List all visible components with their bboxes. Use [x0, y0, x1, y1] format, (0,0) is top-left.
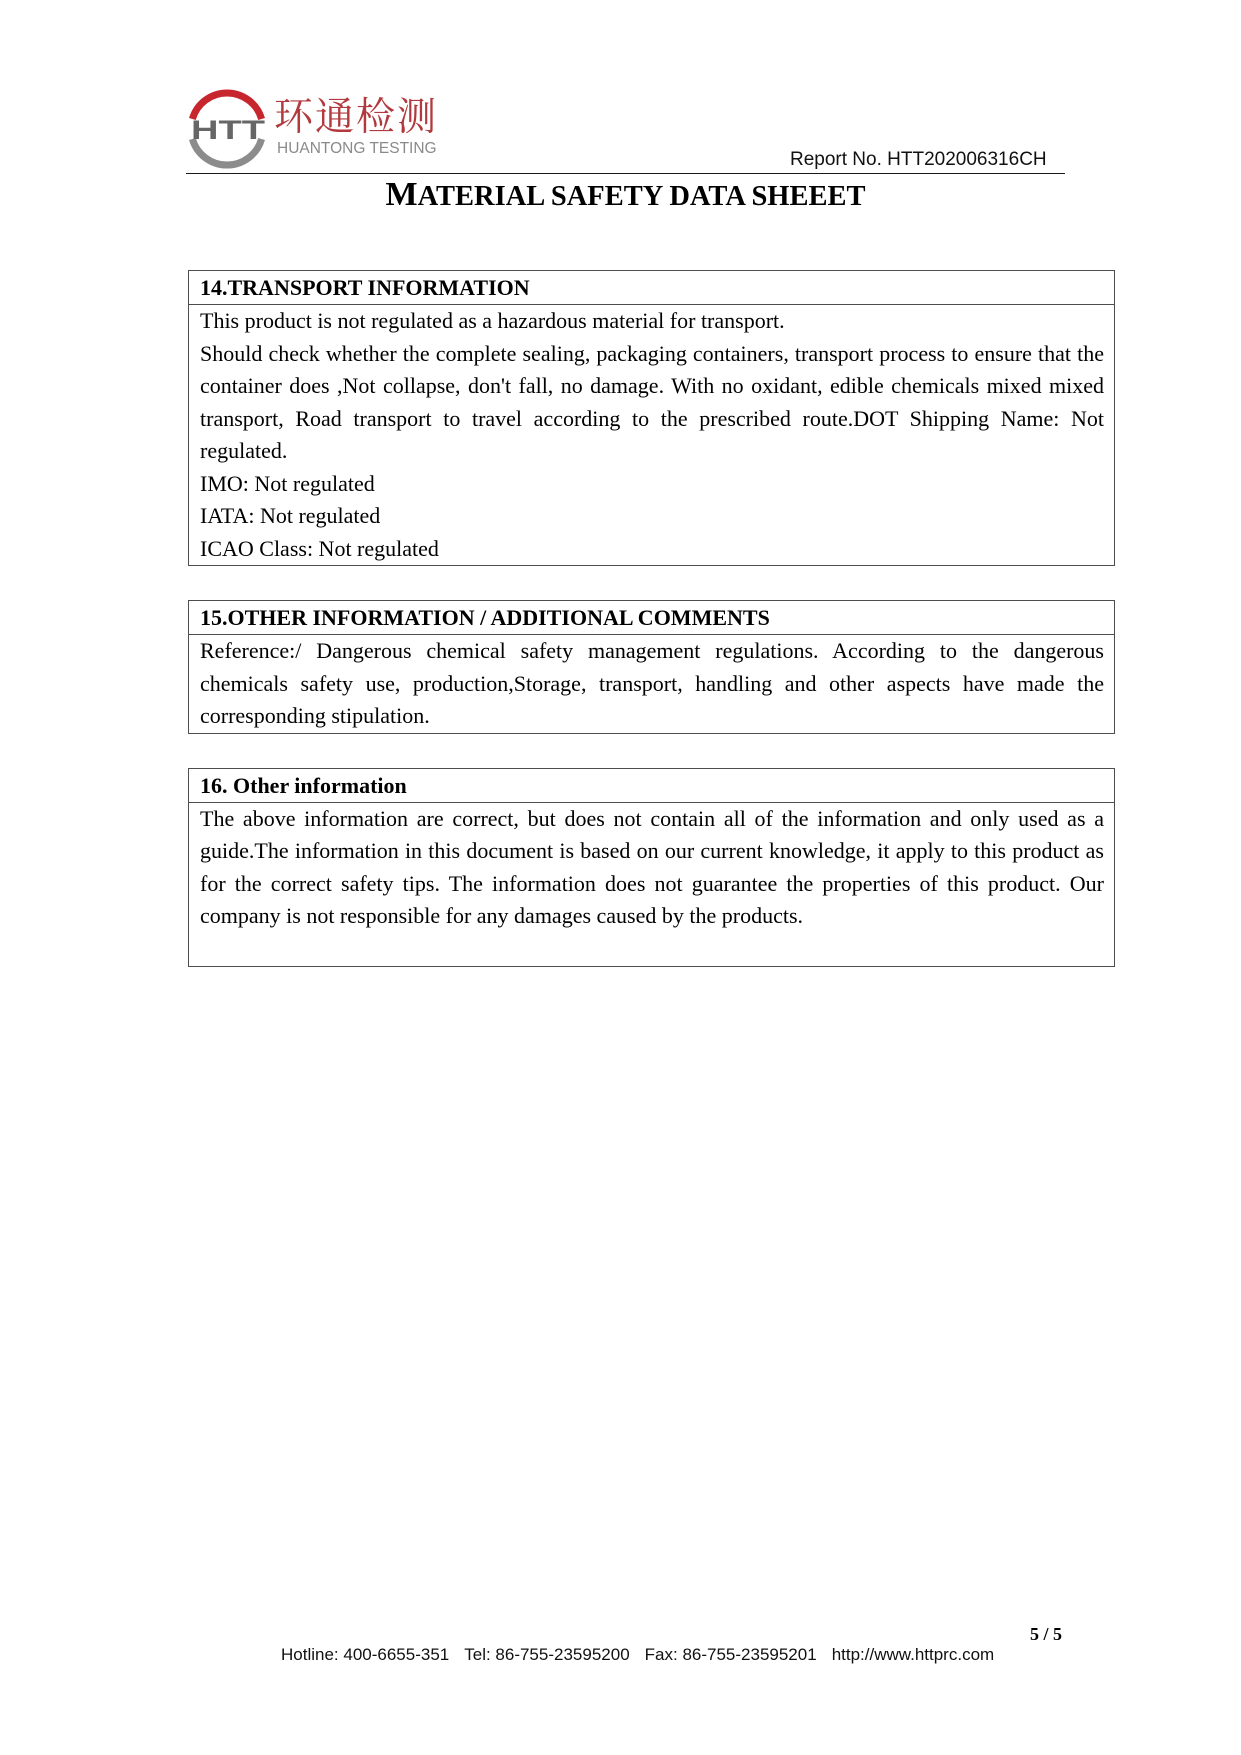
footer-hotline: Hotline: 400-6655-351 [281, 1645, 450, 1664]
body-line: transport, Road transport to travel according to the prescribed route.DOT Shipping Name: Not [200, 405, 1104, 431]
body-line: Should check whether the complete sealing, packaging containers, transport process to ensure that the [200, 340, 1104, 366]
footer-fax: Fax: 86-755-23595201 [644, 1645, 817, 1664]
paragraph [200, 635, 1104, 733]
page-number: 5 / 5 [1029, 1624, 1062, 1644]
sections-container [188, 270, 1115, 1001]
section-body [189, 305, 1114, 565]
body-line: IATA: Not regulated [200, 503, 381, 528]
body-line: ICAO Class: Not regulated [200, 535, 439, 561]
body-line: Reference:/ Dangerous chemical safety management regulations. According to the dangerous [200, 638, 1104, 663]
body-line: regulated. [200, 438, 288, 463]
section-heading: 14.TRANSPORT INFORMATION [189, 271, 1114, 305]
footer-contact-line [281, 1644, 994, 1666]
paragraph [200, 533, 1104, 566]
paragraph [200, 468, 1104, 501]
footer-website: http://www.httprc.com [831, 1645, 995, 1664]
section-body [189, 803, 1114, 966]
logo-name-english: HUANTONG TESTING [277, 140, 437, 157]
body-line: guide.The information in this document is based on our current knowledge, it apply to this product as [200, 838, 1104, 863]
section-other-information-additional-comments [188, 600, 1115, 734]
paragraph [200, 803, 1104, 933]
section-heading: 15.OTHER INFORMATION / ADDITIONAL COMMENTS [189, 601, 1114, 635]
section-transport-information [188, 270, 1115, 566]
body-line: IMO: Not regulated [200, 470, 375, 496]
section-heading: 16. Other information [189, 769, 1114, 803]
body-line: corresponding stipulation. [200, 703, 430, 728]
body-line: chemicals safety use, production,Storage, transport, handling and other aspects have made the [200, 670, 1104, 696]
section-other-information [188, 768, 1115, 967]
report-number: Report No. HTT202006316CH [790, 149, 1047, 170]
body-line: container does ,Not collapse, don't fall, no damage. With no oxidant, edible chemicals mixed mixed [200, 373, 1104, 398]
footer-tel: Tel: 86-755-23595200 [464, 1645, 630, 1664]
logo-mark-text: HTT [191, 115, 266, 145]
body-line: The above information are correct, but does not contain all of the information and only used as a [200, 805, 1104, 831]
section-body [189, 635, 1114, 733]
paragraph [200, 500, 1104, 533]
paragraph [200, 305, 1104, 338]
paragraph [200, 338, 1104, 468]
logo-name-chinese: 环通检测 [274, 95, 439, 140]
body-line: company is not responsible for any damages caused by the products. [200, 903, 804, 928]
header-rule [186, 173, 1065, 174]
body-line: This product is not regulated as a hazardous material for transport. [200, 308, 785, 333]
company-logo-mark [186, 88, 270, 170]
document-title: MATERIAL SAFETY DATA SHEEET [385, 176, 866, 213]
body-line: for the correct safety tips. The information does not guarantee the properties of this product. Our [200, 870, 1104, 896]
